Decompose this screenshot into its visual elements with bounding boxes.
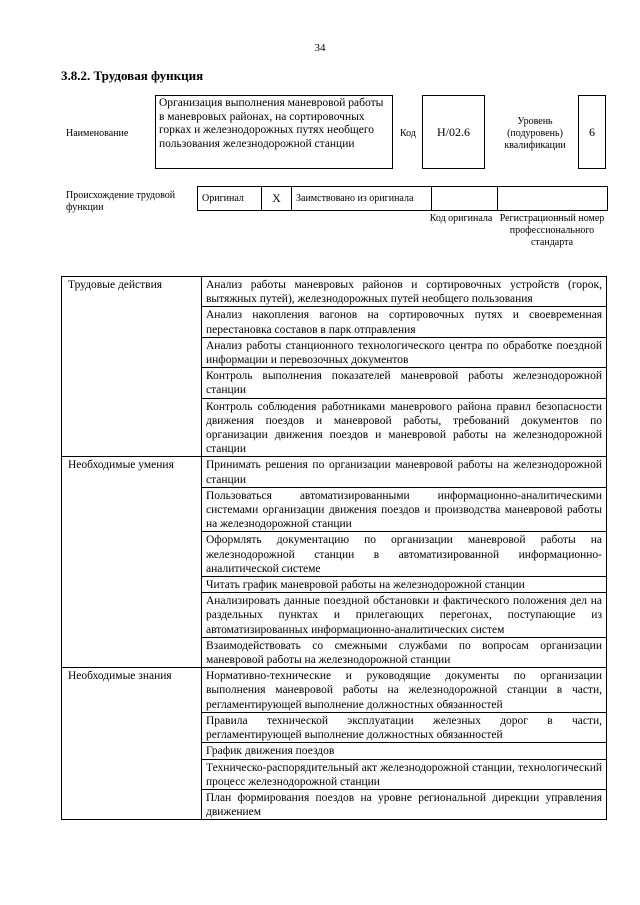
table-cell: Пользоваться автоматизированными информационно-аналитическими системами организации движения поездов и производства маневровой работы на железнодорожной станции	[202, 487, 607, 532]
code-label: Код	[400, 128, 416, 139]
table-cell: Анализ работы станционного технологического центра по обработке поездной информации и перевозочных документов	[202, 337, 607, 367]
name-label: Наименование	[66, 128, 129, 139]
section-title-knowledge: Необходимые знания	[62, 668, 202, 820]
table-row	[62, 277, 607, 307]
table-cell: Анализировать данные поездной обстановки и фактического положения дел на раздельных пунктах и прилегающих перегонах, поступающие из автоматизированных информационно-аналитических систем	[202, 593, 607, 638]
table-cell: Анализ накопления вагонов на сортировочных путях и своевременная перестановка составов в парк отправления	[202, 307, 607, 337]
table-cell: Оформлять документацию по организации маневровой работы на железнодорожной станции в автоматизированной информационно-аналитической системе	[202, 532, 607, 577]
table-cell: Взаимодействовать со смежными службами по вопросам организации маневровой работы на железнодорожной станции	[202, 637, 607, 667]
table-cell: График движения поездов	[202, 743, 607, 759]
section-title-skills: Необходимые умения	[62, 457, 202, 668]
table-cell: План формирования поездов на уровне региональной дирекции управления движением	[202, 789, 607, 819]
origin-table	[197, 186, 608, 211]
reg-number-caption: Регистрационный номер профессионального стандарта	[499, 213, 605, 248]
table-cell: Техническо-распорядительный акт железнодорожной станции, технологический процесс железнодорожной станции	[202, 759, 607, 789]
table-cell: Принимать решения по организации маневровой работы на железнодорожной станции	[202, 457, 607, 487]
table-cell: Контроль соблюдения работниками маневрового района правил безопасности движения поездов и маневровой работы, требований документов по организации движения поездов и маневровой работы на железнодорожной станции	[202, 398, 607, 457]
table-cell: Читать график маневровой работы на железнодорожной станции	[202, 577, 607, 593]
table-row	[62, 668, 607, 713]
function-name-value: Организация выполнения маневровой работы в маневровых районах, на сортировочных горках и железнодорожных путях необщего пользования железнодорожной станции	[159, 97, 384, 150]
code-box	[422, 95, 485, 169]
level-box	[578, 95, 606, 169]
section-title: 3.8.2. Трудовая функция	[61, 68, 204, 83]
level-value: 6	[589, 124, 595, 139]
table-row	[62, 457, 607, 487]
borrowed-label: Заимствовано из оригинала	[292, 187, 432, 211]
code-original-caption: Код оригинала	[429, 213, 493, 224]
code-value: Н/02.6	[437, 124, 470, 139]
reg-number-cell	[498, 187, 608, 211]
page-number: 34	[314, 42, 326, 54]
table-cell: Правила технической эксплуатации железных дорог в части, регламентирующей выполнение должностных обязанностей	[202, 712, 607, 742]
table-cell: Нормативно-технические и руководящие документы по организации выполнения маневровой работы на железнодорожной станции в части, регламентирующей выполнение должностных обязанностей	[202, 668, 607, 713]
main-table	[61, 276, 607, 820]
original-mark: X	[262, 187, 292, 211]
table-cell: Контроль выполнения показателей маневровой работы железнодорожной станции	[202, 368, 607, 398]
original-label: Оригинал	[198, 187, 262, 211]
section-title-actions: Трудовые действия	[62, 277, 202, 457]
function-name-box	[155, 95, 393, 169]
code-original-cell	[432, 187, 498, 211]
level-label: Уровень (подуровень) квалификации	[504, 116, 566, 151]
table-cell: Анализ работы маневровых районов и сортировочных устройств (горок, вытяжных путей), железнодорожных путей необщего пользования	[202, 277, 607, 307]
origin-label: Происхождение трудовой функции	[66, 190, 176, 213]
